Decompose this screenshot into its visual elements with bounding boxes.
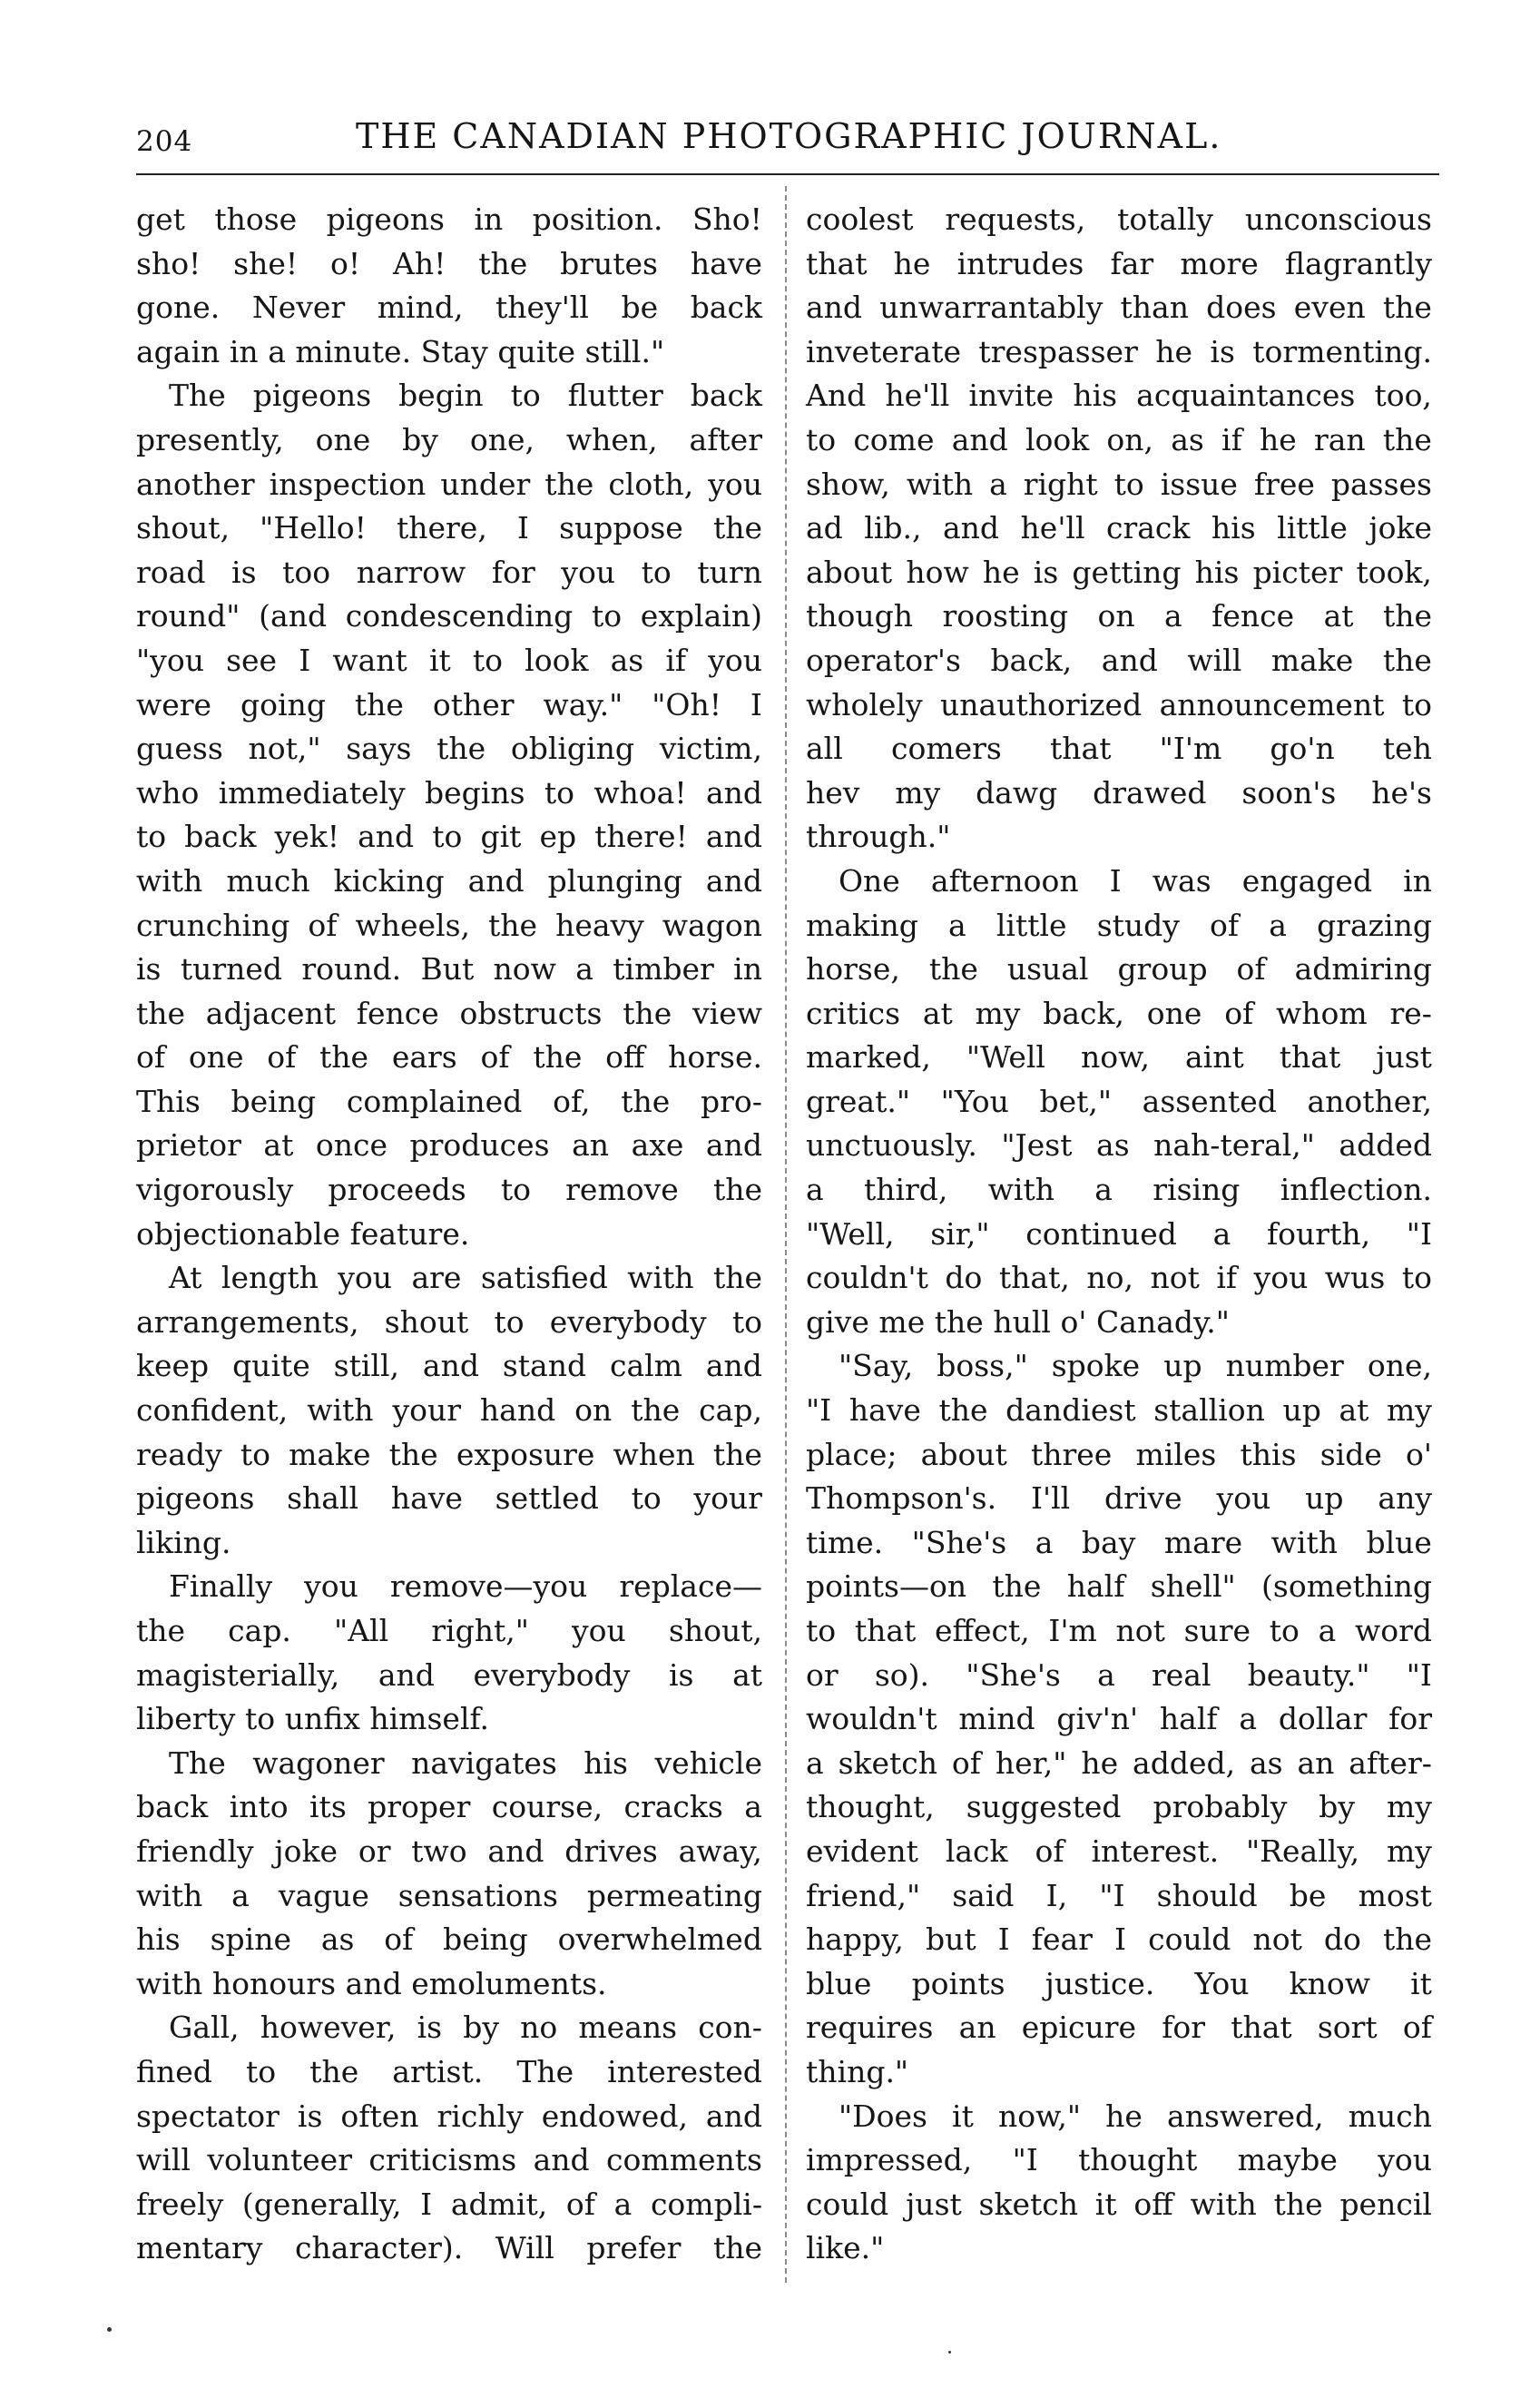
- text-line: of one of the ears of the off horse.: [136, 1039, 762, 1076]
- print-speck: [948, 2351, 951, 2354]
- text-line: to come and look on, as if he ran the: [806, 421, 1432, 457]
- text-line: road is too narrow for you to turn: [136, 554, 762, 590]
- text-line: evident lack of interest. "Really, my: [806, 1833, 1432, 1869]
- text-line: with a vague sensations permeating: [136, 1877, 762, 1913]
- text-line: will volunteer criticisms and comments: [136, 2142, 762, 2178]
- text-line: coolest requests, totally unconscious: [806, 201, 1432, 237]
- text-line: like.": [806, 2230, 885, 2266]
- text-line: the adjacent fence obstructs the view: [136, 995, 762, 1031]
- text-line: show, with a right to issue free passes: [806, 466, 1432, 502]
- text-line: impressed, "I thought maybe you: [806, 2142, 1432, 2178]
- text-line: wouldn't mind giv'n' half a dollar for: [806, 1701, 1432, 1737]
- text-line: and unwarrantably than does even the: [806, 290, 1432, 326]
- text-line: round" (and condescending to explain): [136, 598, 762, 634]
- text-line: Finally you remove—you replace—: [169, 1568, 762, 1605]
- text-line: Gall, however, is by no means con-: [169, 2010, 762, 2046]
- text-line: a sketch of her," he added, as an after-: [806, 1744, 1432, 1781]
- text-line: another inspection under the cloth, you: [136, 466, 762, 502]
- text-line: were going the other way." "Oh! I: [136, 686, 762, 722]
- text-line: again in a minute. Stay quite still.": [136, 333, 665, 369]
- right-column: [806, 198, 1432, 2271]
- text-line: wholely unauthorized announcement to: [806, 686, 1432, 722]
- text-line: happy, but I fear I could not do the: [806, 1921, 1432, 1958]
- text-line: critics at my back, one of whom re-: [806, 995, 1432, 1031]
- text-line: though roosting on a fence at the: [806, 598, 1432, 634]
- text-line: confident, with your hand on the cap,: [136, 1392, 762, 1429]
- text-line: that he intrudes far more flagrantly: [806, 245, 1432, 281]
- text-line: vigorously proceeds to remove the: [136, 1172, 762, 1208]
- text-line: guess not," says the obliging victim,: [136, 731, 762, 767]
- text-line: to that effect, I'm not sure to a word: [806, 1613, 1432, 1648]
- text-line: his spine as of being overwhelmed: [136, 1921, 762, 1958]
- text-line: spectator is often richly endowed, and: [136, 2098, 762, 2134]
- text-line: time. "She's a bay mare with blue: [806, 1524, 1432, 1560]
- text-line: friendly joke or two and drives away,: [136, 1833, 762, 1869]
- text-line: prietor at once produces an axe and: [136, 1127, 762, 1164]
- text-line: This being complained of, the pro-: [136, 1083, 762, 1119]
- text-line: At length you are satisfied with the: [169, 1260, 762, 1296]
- text-line: requires an epicure for that sort of: [806, 2010, 1432, 2046]
- text-line: all comers that "I'm go'n teh: [806, 731, 1432, 767]
- journal-title: THE CANADIAN PHOTOGRAPHIC JOURNAL.: [356, 116, 1222, 156]
- text-line: operator's back, and will make the: [806, 642, 1432, 678]
- text-line: objectionable feature.: [136, 1215, 470, 1252]
- text-line: Thompson's. I'll drive you up any: [806, 1480, 1432, 1517]
- text-line: gone. Never mind, they'll be back: [136, 290, 762, 326]
- text-line: horse, the usual group of admiring: [806, 951, 1432, 988]
- text-line: keep quite still, and stand calm and: [136, 1348, 762, 1384]
- text-line: who immediately begins to whoa! and: [136, 774, 762, 811]
- text-line: with much kicking and plunging and: [136, 862, 762, 899]
- text-line: unctuously. "Jest as nah-teral," added: [806, 1127, 1432, 1164]
- text-line: The wagoner navigates his vehicle: [169, 1744, 762, 1781]
- text-line: "Does it now," he answered, much: [839, 2098, 1432, 2134]
- text-line: points—on the half shell" (something: [806, 1568, 1432, 1605]
- text-line: place; about three miles this side o': [806, 1436, 1432, 1472]
- text-line: The pigeons begin to flutter back: [169, 378, 762, 414]
- text-line: hev my dawg drawed soon's he's: [806, 774, 1432, 811]
- text-line: freely (generally, I admit, of a compli-: [136, 2186, 762, 2222]
- text-line: back into its proper course, cracks a: [136, 1789, 762, 1825]
- text-line: ready to make the exposure when the: [136, 1436, 762, 1472]
- text-line: liking.: [136, 1524, 231, 1560]
- text-line: couldn't do that, no, not if you wus to: [806, 1260, 1432, 1296]
- text-line: with honours and emoluments.: [136, 1965, 607, 2001]
- text-line: great." "You bet," assented another,: [806, 1083, 1432, 1119]
- text-line: sho! she! o! Ah! the brutes have: [136, 245, 762, 281]
- left-column: [136, 198, 762, 2271]
- text-line: inveterate trespasser he is tormenting.: [806, 333, 1432, 369]
- text-line: marked, "Well now, aint that just: [806, 1039, 1432, 1076]
- text-line: about how he is getting his picter took,: [806, 554, 1432, 590]
- text-line: thing.": [806, 2053, 909, 2089]
- text-line: "Well, sir," continued a fourth, "I: [806, 1215, 1432, 1252]
- text-line: mentary character). Will prefer the: [136, 2230, 762, 2266]
- text-line: through.": [806, 819, 951, 855]
- text-line: the cap. "All right," you shout,: [136, 1613, 762, 1648]
- text-line: ad lib., and he'll crack his little joke: [806, 510, 1432, 546]
- text-line: friend," said I, "I should be most: [806, 1877, 1432, 1913]
- text-line: blue points justice. You know it: [806, 1965, 1432, 2001]
- text-line: "Say, boss," spoke up number one,: [839, 1348, 1432, 1384]
- text-line: liberty to unfix himself.: [136, 1701, 490, 1737]
- text-line: "you see I want it to look as if you: [136, 642, 762, 678]
- column-divider: [785, 186, 787, 2283]
- text-line: fined to the artist. The interested: [136, 2053, 762, 2089]
- text-line: shout, "Hello! there, I suppose the: [136, 510, 762, 546]
- text-line: could just sketch it off with the pencil: [806, 2186, 1432, 2222]
- page-number: 204: [136, 125, 193, 158]
- text-line: or so). "She's a real beauty." "I: [806, 1656, 1432, 1693]
- text-line: presently, one by one, when, after: [136, 421, 762, 457]
- text-line: arrangements, shout to everybody to: [136, 1303, 762, 1340]
- text-line: pigeons shall have settled to your: [136, 1480, 762, 1517]
- text-line: give me the hull o' Canady.": [806, 1303, 1230, 1340]
- text-line: One afternoon I was engaged in: [839, 862, 1432, 899]
- header-rule: [136, 173, 1439, 175]
- print-speck: [107, 2327, 112, 2332]
- text-line: magisterially, and everybody is at: [136, 1656, 762, 1693]
- text-line: making a little study of a grazing: [806, 907, 1432, 943]
- text-line: "I have the dandiest stallion up at my: [806, 1392, 1432, 1429]
- text-line: And he'll invite his acquaintances too,: [806, 378, 1432, 414]
- text-line: thought, suggested probably by my: [806, 1789, 1432, 1825]
- text-line: is turned round. But now a timber in: [136, 951, 762, 988]
- text-line: a third, with a rising inflection.: [806, 1172, 1432, 1208]
- text-line: crunching of wheels, the heavy wagon: [136, 907, 762, 943]
- text-line: to back yek! and to git ep there! and: [136, 819, 762, 855]
- text-line: get those pigeons in position. Sho!: [136, 201, 762, 237]
